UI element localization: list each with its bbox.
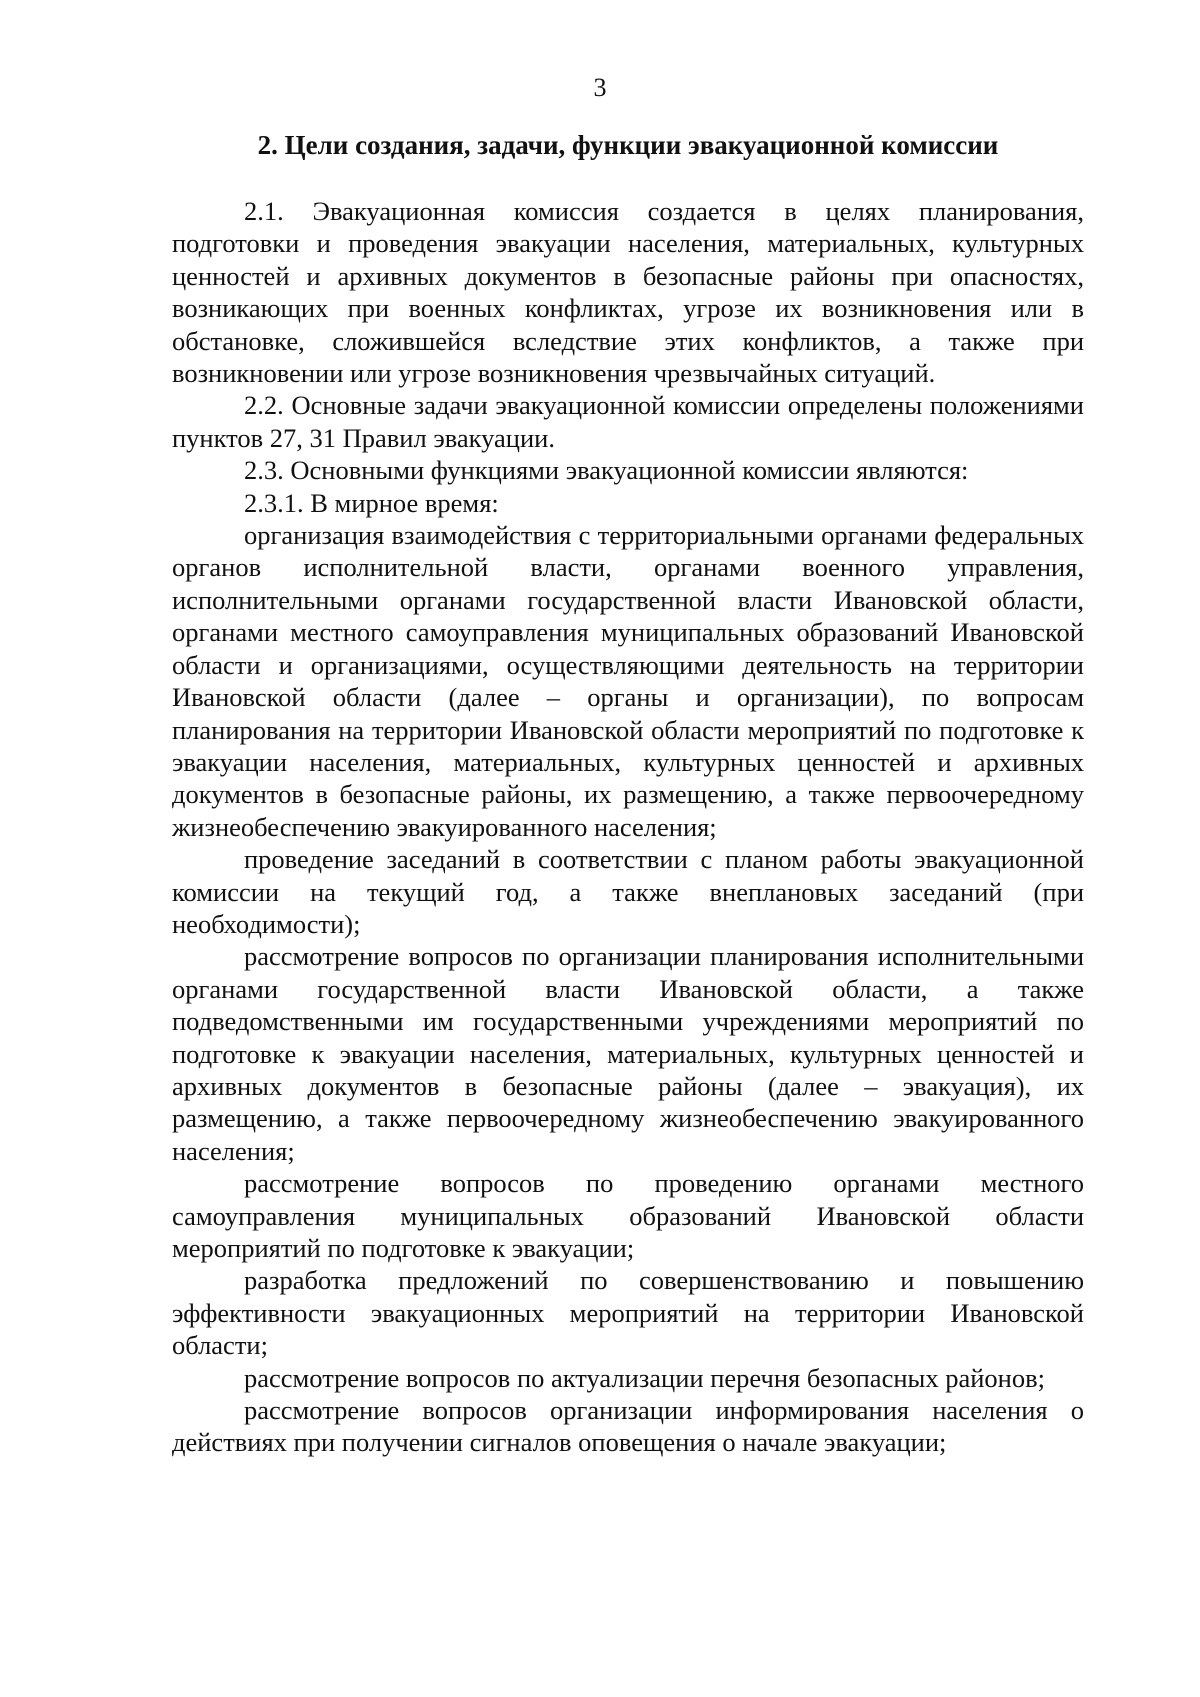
paragraph-local-review: рассмотрение вопросов по проведению органами местного самоуправления муниципальных образований Ивановской области мероприятий по подготовке к эвакуации; — [172, 1168, 1084, 1263]
body-text — [172, 195, 1084, 1459]
section-heading: 2. Цели создания, задачи, функции эвакуационной комиссии — [257, 130, 999, 160]
paragraph-planning-review: рассмотрение вопросов по организации планирования исполнительными органами государственной власти Ивановской области, а также подведомственными им государственными учреждениями мероприятий по подготовке к эвакуации населения, материальных, культурных ценностей и архивных документов в безопасные районы (далее – эвакуация), их размещению, а также первоочередному жизнеобеспечению эвакуированного населения; — [172, 941, 1084, 1166]
paragraph-2-3: 2.3. Основными функциями эвакуационной комиссии являются: — [244, 455, 969, 486]
paragraph-2-3-1: 2.3.1. В мирное время: — [244, 487, 499, 518]
page-number: 3 — [593, 73, 607, 102]
paragraph-interaction: организация взаимодействия с территориальными органами федеральных органов исполнительной власти, органами военного управления, исполнительными органами государственной власти Ивановской области, органами местного самоуправления муниципальных образований Ивановской области и организациями, осуществляющими деятельность на территории Ивановской области (далее – органы и организации), по вопросам планирования на территории Ивановской области мероприятий по подготовке к эвакуации населения, материальных, культурных ценностей и архивных документов в безопасные районы, их размещению, а также первоочередному жизнеобеспечению эвакуированного населения; — [172, 520, 1084, 842]
paragraph-safe-areas: рассмотрение вопросов по актуализации перечня безопасных районов; — [244, 1362, 1045, 1393]
paragraph-proposals: разработка предложений по совершенствованию и повышению эффективности эвакуационных мероприятий на территории Ивановской области; — [172, 1265, 1084, 1361]
paragraph-informing: рассмотрение вопросов организации информирования населения о действиях при получении сигналов оповещения о начале эвакуации; — [172, 1395, 1084, 1458]
paragraph-meetings: проведение заседаний в соответствии с планом работы эвакуационной комиссии на текущий год, а также внеплановых заседаний (при необходимости); — [172, 844, 1084, 939]
paragraph-2-2: 2.2. Основные задачи эвакуационной комиссии определены положениями пунктов 27, 31 Правил эвакуации. — [172, 390, 1084, 453]
paragraph-2-1: 2.1. Эвакуационная комиссия создается в целях планирования, подготовки и проведения эвакуации населения, материальных, культурных ценностей и архивных документов в безопасные районы при опасностях, возникающих при военных конфликтах, угрозе их возникновения или в обстановке, сложившейся вследствие этих конфликтов, а также при возникновении или угрозе возникновения чрезвычайных ситуаций. — [172, 196, 1084, 389]
